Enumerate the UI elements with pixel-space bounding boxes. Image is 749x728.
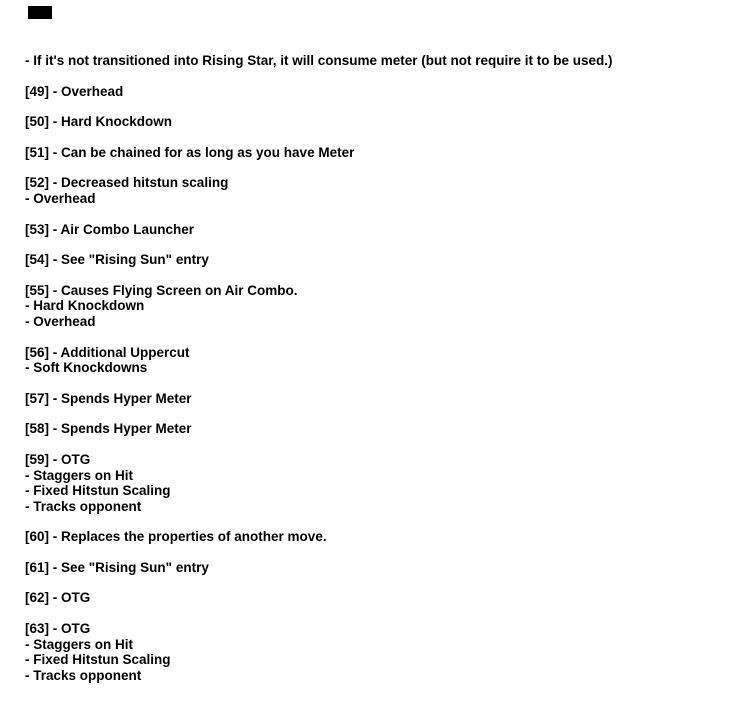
text-line: [51] - Can be chained for as long as you have Meter xyxy=(25,144,355,160)
paragraph xyxy=(25,114,734,130)
paragraph xyxy=(25,283,734,330)
paragraph xyxy=(25,452,734,514)
paragraph xyxy=(25,53,734,69)
text-line: - Hard Knockdown xyxy=(25,298,145,314)
redaction-mark xyxy=(28,6,52,19)
text-line: - Tracks opponent xyxy=(25,498,142,514)
text-line: [60] - Replaces the properties of another move. xyxy=(25,529,327,545)
paragraph xyxy=(25,345,734,376)
text-line: [50] - Hard Knockdown xyxy=(25,114,173,130)
text-line: [55] - Causes Flying Screen on Air Combo. xyxy=(25,282,298,298)
paragraph xyxy=(25,175,734,206)
text-line: - Staggers on Hit xyxy=(25,467,134,483)
paragraph xyxy=(25,529,734,545)
text-line: [59] - OTG xyxy=(25,451,91,467)
text-line: - Soft Knockdowns xyxy=(25,360,148,376)
text-line: [58] - Spends Hyper Meter xyxy=(25,421,192,437)
text-line: - Overhead xyxy=(25,313,96,329)
paragraph xyxy=(25,560,734,576)
text-line: - Tracks opponent xyxy=(25,667,142,683)
text-line: [63] - OTG xyxy=(25,621,91,637)
text-line: [54] - See "Rising Sun" entry xyxy=(25,252,209,268)
text-line: - Fixed Hitstun Scaling xyxy=(25,652,171,668)
text-line: [56] - Additional Uppercut xyxy=(25,344,190,360)
text-line: - Staggers on Hit xyxy=(25,636,134,652)
text-line: [49] - Overhead xyxy=(25,83,124,99)
text-line: - If it's not transitioned into Rising Star, it will consume meter (but not require it to be used.) xyxy=(25,53,613,68)
paragraph xyxy=(25,84,734,100)
paragraph xyxy=(25,391,734,407)
text-line: [53] - Air Combo Launcher xyxy=(25,221,195,237)
paragraph xyxy=(25,621,734,683)
paragraph xyxy=(25,222,734,238)
text-line: - Fixed Hitstun Scaling xyxy=(25,483,171,499)
document-body xyxy=(25,53,734,698)
paragraph xyxy=(25,590,734,606)
text-line: [62] - OTG xyxy=(25,590,91,606)
text-line: [52] - Decreased hitstun scaling xyxy=(25,175,229,191)
text-line: - Overhead xyxy=(25,190,96,206)
paragraph xyxy=(25,145,734,161)
paragraph xyxy=(25,421,734,437)
text-line: [57] - Spends Hyper Meter xyxy=(25,390,192,406)
text-line: [61] - See "Rising Sun" entry xyxy=(25,559,209,575)
paragraph xyxy=(25,252,734,268)
